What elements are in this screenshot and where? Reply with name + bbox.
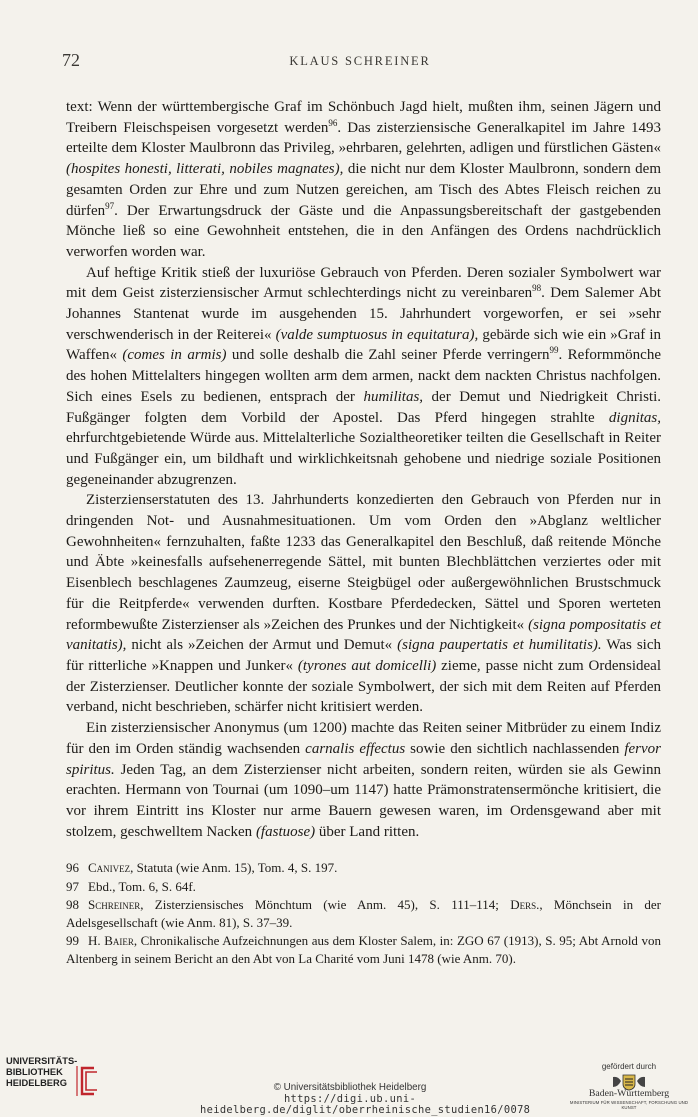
permalink[interactable]: https://digi.ub.uni-heidelberg.de/diglit/oberrheinische_studien16/0078 — [200, 1092, 531, 1117]
footnote: 97 Ebd., Tom. 6, S. 64f. — [66, 878, 196, 894]
paragraph-2: Auf heftige Kritik stieß der luxuriöse Gebrauch von Pferden. Deren sozialer Symbolwert war mit dem Geist zisterziensischer Armut schlechterdings nicht zu vereinbaren$^{98}$. Dem Salemer Abt Johannes Stantenat wurde im ausgehenden 15. Jahrhundert vorgeworfen, er sei »sehr verschwenderisch in der Reiterei« (valde sumptuosus in equitatura), gebärde sich wie ein »Graf in Waffen« (comes in armis) und solle deshalb die Zahl seiner Pferde verringern$^{99}$. Reformmönche des hohen Mittelalters hingegen wollten arm dem armen, nackt dem nackten Christus nachfolgen. Sich eines Esels zu bedienen, entsprach der humilitas, der Demut und Niedrigkeit Christi. Fußgänger folgten dem Vorbild der Apostel. Das Pferd hingegen strahlte dignitas, ehrfurchtgebietende Würde aus. Mittelalterliche Sozialtheoretiker teilten die Gesellschaft in Reiter und Fußgänger ein, um bildhaft und wirklichkeitsnah gehobene und niedrige soziale Positionen gegeneinander abzugrenzen. — [66, 264, 662, 488]
paragraph-1: text: Wenn der württembergische Graf im Schönbuch Jagd hielt, mußten ihm, seinen Jägern und Treibern Fleischspeisen vorgesetzt werden$^{96}$. Das zisterziensische Generalkapitel im Jahre 1493 erteilte dem Kloster Maulbronn das Privileg, »ehrbaren, gelehrten, adligen und fürstlichen Gästen« (hospites honesti, litterati, nobiles magnates), die nicht nur dem Kloster Maulbronn, sondern dem gesamten Orden zur Ehre und zum Nutzen gereichen, am Tisch des Abtes Fleisch reichen zu dürfen$^{97}$. Der Erwartungsdruck der Gäste und die Anpassungsbereitschaft der gastgebenden Mönche ließ so eine Gewohnheit entstehen, die in den Anfängen des Ordens nachdrücklich verworfen worden war. — [66, 99, 661, 260]
footnote: 99 H. Baier, Chronikalische Aufzeichnungen aus dem Kloster Salem, in: ZGO 67 (1913), S. 95; Abt Arnold von Altenberg in seinem Bericht an den Abt von La Charité vom Juni 1478 (wie Anm. 70). — [66, 933, 661, 966]
footnote-ref-98[interactable]: 98 — [532, 283, 542, 294]
funder-name: Baden-Württemberg — [588, 1088, 670, 1099]
footnote-ref-99[interactable]: 99 — [549, 345, 559, 356]
footnote-ref-96[interactable]: 96 — [328, 117, 338, 128]
running-head: KLAUS SCHREINER — [289, 54, 431, 68]
footnotes — [66, 859, 661, 969]
page-header — [62, 50, 658, 74]
funded-by-label: gefördert durch — [601, 1062, 657, 1071]
library-mark-icon — [74, 1064, 100, 1098]
paragraph-4: Ein zisterziensischer Anonymus (um 1200) machte das Reiten seiner Mitbrüder zu einem Indiz für den im Orden ständig wachsenden carnalis effectus sowie den sichtlich nachlassenden fervor spiritus. Jeden Tag, an dem Zisterzienser nicht arbeiten, sondern reiten, würden sie als Gewinn erachten. Hermann von Tournai (um 1090–um 1147) hatte Prämonstratensermönche kritisiert, die vor ihrem Eintritt ins Kloster nur arme Bauern gewesen waren, im Ordensgewand aber mit stolzem, geschwelltem Nacken (fastuose) über Land ritten. — [66, 720, 662, 840]
page-number: 72 — [62, 50, 80, 70]
page-footer — [0, 1052, 698, 1117]
footnote-ref-97[interactable]: 97 — [105, 200, 115, 211]
copyright-text: © Universitätsbibliothek Heidelberg — [273, 1082, 427, 1093]
copyright-notice — [200, 1082, 531, 1117]
library-name: UNIVERSITÄTS- BIBLIOTHEK HEIDELBERG — [6, 1056, 78, 1089]
paragraph-3: Zisterzienserstatuten des 13. Jahrhunderts konzedierten den Gebrauch von Pferden nur in dringenden Not- und Ausnahmesituationen. Um vom Orden den »Abglanz weltlicher Gewohnheiten« fernzuhalten, faßte 1233 das Generalkapitel den Beschluß, daß reitende Mönche und Äbte »keinesfalls aufsehenerregende Sättel, mit bunten Blechblättchen verziertes oder mit Eisenblech beschlagenes Zaumzeug, eiserne Steigbügel oder außergewöhnlichen Brustschmuck für die Reitpferde« verwenden durften. Kostbare Pferdedecken, Sättel und Sporen werteten reformbewußte Zisterzienser als »Zeichen des Prunkes und der Nichtigkeit« (signa pompositatis et vanitatis), nicht als »Zeichen der Armut und Demut« (signa paupertatis et humilitatis). Was sich für ritterliche »Knappen und Junker« (tyrones aut domicelli) zieme, passe nicht zum Ordensideal der Zisterzienser. Deutlicher konnte der soziale Symbolwert, der sich mit dem Reiten auf Pferden verband, nicht beschrieben, schärfer nicht kritisiert werden. — [66, 492, 662, 716]
footnote: 96 Canivez, Statuta (wie Anm. 15), Tom. 4, S. 197. — [66, 860, 338, 875]
university-library-logo[interactable] — [6, 1056, 98, 1106]
main-text — [66, 97, 661, 842]
footnote: 98 Schreiner, Zisterziensisches Mönchtum (wie Anm. 45), S. 111–114; Ders., Mönchsein in der Adelsgesellschaft (wie Anm. 81), S. 37–39. — [66, 897, 662, 930]
funder-logo — [562, 1062, 696, 1110]
funder-ministry: MINISTERIUM FÜR WISSENSCHAFT, FORSCHUNG UND KUNST — [569, 1100, 689, 1110]
